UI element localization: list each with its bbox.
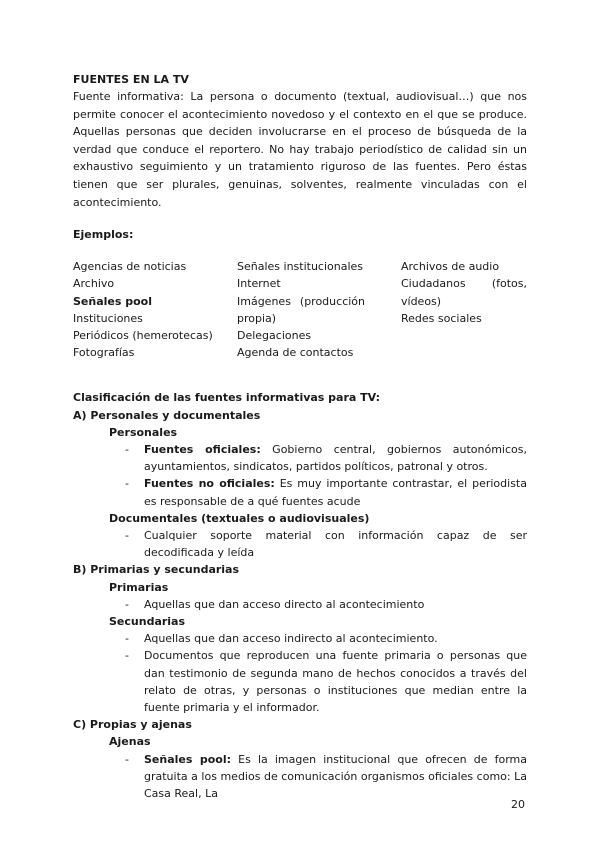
examples-heading: Ejemplos: <box>73 228 134 242</box>
example-item: Redes sociales <box>401 311 482 325</box>
dash-bullet: - <box>125 442 129 456</box>
dash-bullet: - <box>125 649 129 663</box>
list-item <box>73 475 527 509</box>
example-item: Instituciones <box>73 311 143 325</box>
item-text: Cualquier soporte material con información capaz de ser decodificada y leída <box>144 529 527 560</box>
item-text: Aquellas que dan acceso indirecto al acontecimiento. <box>144 632 438 646</box>
example-item: Agencias de noticias <box>73 260 187 274</box>
examples-column-2 <box>237 258 401 361</box>
example-item: propia) <box>237 311 277 325</box>
example-item: Periódicos (hemerotecas) <box>73 328 213 342</box>
list-item <box>73 527 527 561</box>
item-label: Fuentes no oficiales: <box>144 477 275 491</box>
item-label: Señales pool: <box>144 752 232 766</box>
examples-columns <box>73 258 527 361</box>
example-item: Imágenes (producción <box>237 294 365 308</box>
list-item <box>73 647 527 716</box>
example-item: Agenda de contactos <box>237 346 354 360</box>
subcategory-primarias: Primarias <box>109 580 169 594</box>
subcategory-documentales: Documentales (textuales o audiovisuales) <box>109 511 370 525</box>
examples-column-1 <box>73 258 237 361</box>
category-a-title: A) Personales y documentales <box>73 408 261 422</box>
item-text: Es la imagen institucional que ofrecen de forma gratuita a los medios de comunicación organismos oficiales como: La Casa Real, La <box>144 752 528 801</box>
list-item <box>73 630 527 647</box>
item-text: Documentos que reproducen una fuente primaria o personas que dan testimonio de segunda mano de hechos conocidos a través del relato de otras, y personas o instituciones que median entre la fuente primaria y el informador. <box>144 649 527 715</box>
item-text: Gobierno central, gobiernos autonómicos, ayuntamientos, sindicatos, partidos políticos, patronal y otros. <box>144 442 527 474</box>
dash-bullet: - <box>125 477 129 491</box>
dash-bullet: - <box>125 529 129 542</box>
example-item: vídeos) <box>401 294 442 308</box>
subcategory-personales: Personales <box>109 425 178 439</box>
example-item: Señales institucionales <box>237 260 364 274</box>
example-item: Archivos de audio <box>401 260 500 274</box>
subcategory-secundarias: Secundarias <box>109 615 186 629</box>
page-number: 20 <box>511 798 525 811</box>
section-title: FUENTES EN LA TV <box>73 73 189 86</box>
example-item: Señales pool <box>73 294 153 308</box>
example-item: Ciudadanos (fotos, <box>401 277 527 291</box>
item-text: Aquellas que dan acceso directo al acontecimiento <box>144 597 425 611</box>
dash-bullet: - <box>125 752 129 766</box>
example-item: Delegaciones <box>237 328 312 342</box>
classification-heading: Clasificación de las fuentes informativas para TV: <box>73 391 381 405</box>
examples-column-3 <box>401 258 527 361</box>
subcategory-ajenas: Ajenas <box>109 735 151 749</box>
example-item: Internet <box>237 277 281 291</box>
dash-bullet: - <box>125 597 129 611</box>
document-page <box>73 71 527 802</box>
example-item: Archivo <box>73 277 115 291</box>
category-c-title: C) Propias y ajenas <box>73 718 192 732</box>
example-item: Fotografías <box>73 346 135 360</box>
dash-bullet: - <box>125 632 129 646</box>
list-item <box>73 596 527 613</box>
item-text: Es muy importante contrastar, el periodista es responsable de a qué fuentes acude <box>144 477 527 508</box>
category-b-title: B) Primarias y secundarias <box>73 563 240 577</box>
list-item <box>73 751 527 803</box>
list-item <box>73 441 527 475</box>
item-label: Fuentes oficiales: <box>144 442 261 456</box>
intro-paragraph: Fuente informativa: La persona o documento (textual, audiovisual…) que nos permite conocer el acontecimiento novedoso y el contexto en el que se produce. Aquellas personas que deciden involucrarse en el proceso de búsqueda de la verdad que conduce el reportero. No hay trabajo periodístico de calidad sin un exhaustivo seguimiento y un tratamiento riguroso de las fuentes. Pero éstas tienen que ser plurales, genuinas, solventes, realmente vinculadas con el acontecimiento. <box>73 90 527 209</box>
